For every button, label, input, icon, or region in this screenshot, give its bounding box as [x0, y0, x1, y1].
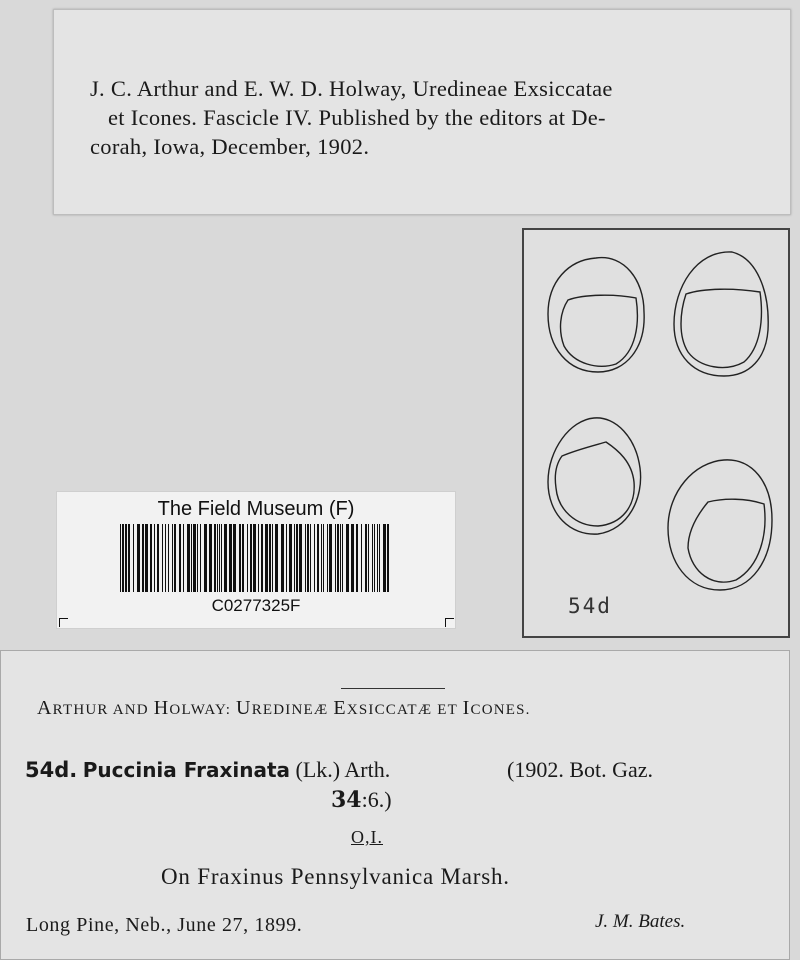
barcode-bar [356, 524, 358, 592]
barcode-bar [183, 524, 184, 592]
series-rule [341, 688, 445, 689]
series-title [37, 697, 531, 720]
barcode-bar [377, 524, 378, 592]
series-title-capital: A [37, 697, 53, 719]
barcode-bar [372, 524, 373, 592]
barcode-bar [275, 524, 278, 592]
barcode-bar [200, 524, 201, 592]
barcode-bar [162, 524, 163, 592]
barcode-bar [120, 524, 121, 592]
series-title-text: RTHUR [52, 702, 109, 718]
barcode-bar [150, 524, 152, 592]
species-authority: (Lk.) Arth. [295, 757, 391, 782]
barcode-bar [137, 524, 140, 592]
barcode-bar [317, 524, 319, 592]
barcode-bar [305, 524, 306, 592]
barcode-bar [145, 524, 148, 592]
barcode-bar [310, 524, 311, 592]
barcode-bar [247, 524, 248, 592]
series-title-capital: E [333, 697, 347, 719]
series-title-text: OLWAY [169, 702, 226, 718]
barcode-bar [294, 524, 295, 592]
barcode-bar [269, 524, 271, 592]
barcode-bar [187, 524, 190, 592]
spore-outline [674, 252, 768, 376]
barcode-bar [154, 524, 155, 592]
barcode-bar [217, 524, 218, 592]
barcode-bar [346, 524, 349, 592]
barcode-bar [314, 524, 315, 592]
species-number: 54d. [25, 758, 78, 782]
barcode-bar [323, 524, 324, 592]
barcode-bar [165, 524, 166, 592]
barcode-bar [281, 524, 284, 592]
barcode [120, 524, 394, 592]
barcode-bar [307, 524, 309, 592]
barcode-bar [327, 524, 328, 592]
series-title-text: ET [432, 702, 463, 718]
barcode-bar [272, 524, 273, 592]
crop-mark [59, 618, 68, 627]
barcode-bar [321, 524, 322, 592]
barcode-bar [250, 524, 252, 592]
host-plant: On Fraxinus Pennsylvanica Marsh. [161, 864, 510, 889]
barcode-bar [174, 524, 176, 592]
barcode-bar [224, 524, 227, 592]
barcode-bar [387, 524, 389, 592]
barcode-bar [122, 524, 124, 592]
barcode-bar [229, 524, 232, 592]
citation-line-2 [331, 787, 392, 813]
barcode-bar [191, 524, 192, 592]
barcode-bar [209, 524, 212, 592]
barcode-bar [193, 524, 196, 592]
exsiccatae-header-label [53, 9, 791, 215]
barcode-bar [289, 524, 292, 592]
spore-inner [681, 289, 761, 367]
barcode-bar [296, 524, 298, 592]
barcode-bar [128, 524, 130, 592]
species-line [25, 757, 390, 783]
barcode-bar [299, 524, 302, 592]
barcode-bar [329, 524, 332, 592]
spore-outline [548, 418, 641, 534]
spore-inner [561, 295, 638, 366]
barcode-bar [383, 524, 386, 592]
barcode-bar [253, 524, 256, 592]
species-name: Puccinia Fraxinata [82, 758, 291, 782]
header-line-2: et Icones. Fascicle IV. Published by the editors at De- [108, 105, 606, 130]
series-title-capital: I [462, 697, 471, 719]
series-title-text: : [225, 702, 237, 718]
barcode-bar [379, 524, 380, 592]
barcode-bar [340, 524, 341, 592]
barcode-bar [368, 524, 369, 592]
citation-line-1: (1902. Bot. Gaz. [507, 757, 654, 782]
series-title-capital: U [236, 697, 252, 719]
collection-locality: Long Pine, Neb., June 27, 1899. [26, 914, 303, 936]
barcode-bar [168, 524, 169, 592]
barcode-bar [239, 524, 241, 592]
specimen-label [0, 650, 790, 960]
barcode-label [56, 491, 456, 629]
spore-stages: O,I. [351, 827, 383, 847]
series-title-text: CONES. [470, 702, 531, 718]
barcode-bar [337, 524, 339, 592]
barcode-number: C0277325F [211, 596, 301, 615]
series-title-capital: H [153, 697, 170, 719]
exsiccatae-header-text [90, 74, 760, 161]
citation-volume: 34 [331, 787, 362, 813]
barcode-bar [179, 524, 181, 592]
spore-outline [668, 460, 772, 590]
barcode-bar [125, 524, 127, 592]
spore-sketches [524, 230, 792, 640]
crop-mark [445, 618, 454, 627]
drawing-number: 54d [568, 594, 612, 618]
barcode-institution: The Field Museum (F) [157, 498, 355, 520]
series-title-text: REDINEÆ [251, 702, 329, 718]
barcode-bar [265, 524, 268, 592]
barcode-bar [172, 524, 173, 592]
barcode-bar [142, 524, 144, 592]
series-title-text: AND [108, 702, 154, 718]
barcode-bar [157, 524, 159, 592]
barcode-bar [197, 524, 198, 592]
barcode-bar [342, 524, 343, 592]
citation-pages: :6.) [361, 787, 392, 812]
barcode-bar [233, 524, 236, 592]
barcode-bar [374, 524, 375, 592]
spore-inner [555, 442, 634, 526]
barcode-bar [335, 524, 336, 592]
spore-drawing-card [522, 228, 790, 638]
barcode-bar [365, 524, 367, 592]
barcode-bar [221, 524, 222, 592]
barcode-bar [242, 524, 244, 592]
header-line-1: J. C. Arthur and E. W. D. Holway, Uredineae Exsiccatae [90, 76, 613, 101]
barcode-bar [286, 524, 287, 592]
barcode-bar [214, 524, 216, 592]
barcode-bar [133, 524, 134, 592]
barcode-bar [219, 524, 220, 592]
barcode-bar [204, 524, 207, 592]
barcode-bar [258, 524, 259, 592]
barcode-bar [361, 524, 362, 592]
spore-inner [688, 499, 765, 582]
barcode-bar [351, 524, 354, 592]
series-title-text: XSICCATÆ [346, 702, 433, 718]
collector-name: J. M. Bates. [595, 911, 686, 932]
header-line-3: corah, Iowa, December, 1902. [90, 134, 370, 159]
barcode-bar [261, 524, 263, 592]
